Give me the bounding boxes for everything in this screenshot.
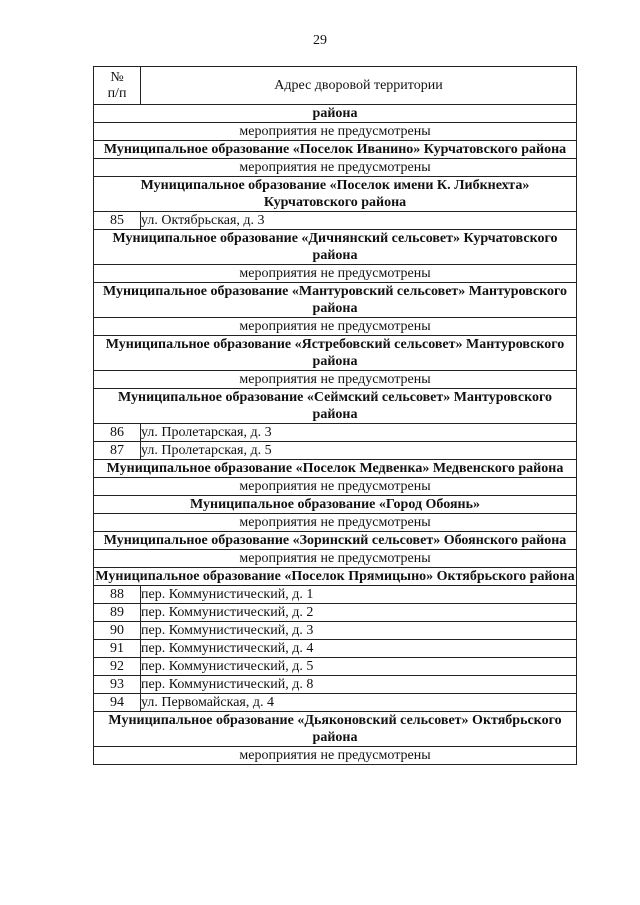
row-number: 91 (94, 640, 141, 658)
table-body (94, 105, 577, 765)
note-row (94, 159, 577, 177)
row-address: ул. Пролетарская, д. 3 (141, 424, 577, 442)
section-title: Муниципальное образование «Поселок имени К. Либкнехта» Курчатовского района (94, 177, 577, 212)
row-number: 87 (94, 442, 141, 460)
section-row (94, 568, 577, 586)
note-row (94, 265, 577, 283)
no-measures-note: мероприятия не предусмотрены (94, 747, 577, 765)
section-row (94, 336, 577, 371)
note-row (94, 371, 577, 389)
note-row (94, 514, 577, 532)
note-row (94, 123, 577, 141)
row-address: пер. Коммунистический, д. 5 (141, 658, 577, 676)
table-row (94, 676, 577, 694)
section-row (94, 532, 577, 550)
no-measures-note: мероприятия не предусмотрены (94, 123, 577, 141)
section-title: Муниципальное образование «Дичнянский сельсовет» Курчатовского района (94, 230, 577, 265)
section-row (94, 105, 577, 123)
row-number: 86 (94, 424, 141, 442)
table-row (94, 694, 577, 712)
table-row (94, 658, 577, 676)
section-row (94, 283, 577, 318)
row-address: пер. Коммунистический, д. 8 (141, 676, 577, 694)
section-title: Муниципальное образование «Поселок Иванино» Курчатовского района (94, 141, 577, 159)
row-address: пер. Коммунистический, д. 3 (141, 622, 577, 640)
no-measures-note: мероприятия не предусмотрены (94, 318, 577, 336)
section-title: Муниципальное образование «Дьяконовский сельсовет» Октябрьского района (94, 712, 577, 747)
section-title: Муниципальное образование «Поселок Прямицыно» Октябрьского района (95, 569, 575, 584)
note-row (94, 747, 577, 765)
section-row (94, 389, 577, 424)
row-number: 93 (94, 676, 141, 694)
section-row (94, 230, 577, 265)
row-number: 94 (94, 694, 141, 712)
table-row (94, 640, 577, 658)
row-address: ул. Октябрьская, д. 3 (141, 212, 577, 230)
header-address: Адрес дворовой территории (141, 67, 577, 105)
table-row (94, 212, 577, 230)
section-title: Муниципальное образование «Зоринский сельсовет» Обоянского района (94, 532, 577, 550)
note-row (94, 318, 577, 336)
no-measures-note: мероприятия не предусмотрены (94, 371, 577, 389)
row-number: 89 (94, 604, 141, 622)
section-title: Муниципальное образование «Сеймский сельсовет» Мантуровского района (94, 389, 577, 424)
section-title: района (94, 105, 577, 123)
table-row (94, 442, 577, 460)
header-number-line2: п/п (107, 85, 127, 101)
header-number (94, 67, 141, 105)
table-header-row (94, 67, 577, 105)
header-number-line1: № (110, 69, 124, 85)
row-address: пер. Коммунистический, д. 4 (141, 640, 577, 658)
section-row (94, 496, 577, 514)
table-row (94, 424, 577, 442)
row-number: 88 (94, 586, 141, 604)
no-measures-note: мероприятия не предусмотрены (94, 265, 577, 283)
section-title: Муниципальное образование «Ястребовский сельсовет» Мантуровского района (94, 336, 577, 371)
note-row (94, 478, 577, 496)
row-number: 92 (94, 658, 141, 676)
no-measures-note: мероприятия не предусмотрены (94, 550, 577, 568)
no-measures-note: мероприятия не предусмотрены (94, 478, 577, 496)
row-address: пер. Коммунистический, д. 2 (141, 604, 577, 622)
section-row (94, 141, 577, 159)
no-measures-note: мероприятия не предусмотрены (94, 514, 577, 532)
section-title: Муниципальное образование «Мантуровский сельсовет» Мантуровского района (94, 283, 577, 318)
row-address: ул. Первомайская, д. 4 (141, 694, 577, 712)
table-row (94, 604, 577, 622)
table-row (94, 586, 577, 604)
row-number: 85 (94, 212, 141, 230)
row-address: пер. Коммунистический, д. 1 (141, 586, 577, 604)
section-title: Муниципальное образование «Город Обоянь» (94, 496, 577, 514)
table-row (94, 622, 577, 640)
note-row (94, 550, 577, 568)
no-measures-note: мероприятия не предусмотрены (94, 159, 577, 177)
page-number: 29 (313, 33, 327, 48)
section-row (94, 712, 577, 747)
section-title: Муниципальное образование «Поселок Медвенка» Медвенского района (94, 460, 577, 478)
section-row (94, 460, 577, 478)
row-number: 90 (94, 622, 141, 640)
address-table (93, 66, 577, 765)
row-address: ул. Пролетарская, д. 5 (141, 442, 577, 460)
section-row (94, 177, 577, 212)
